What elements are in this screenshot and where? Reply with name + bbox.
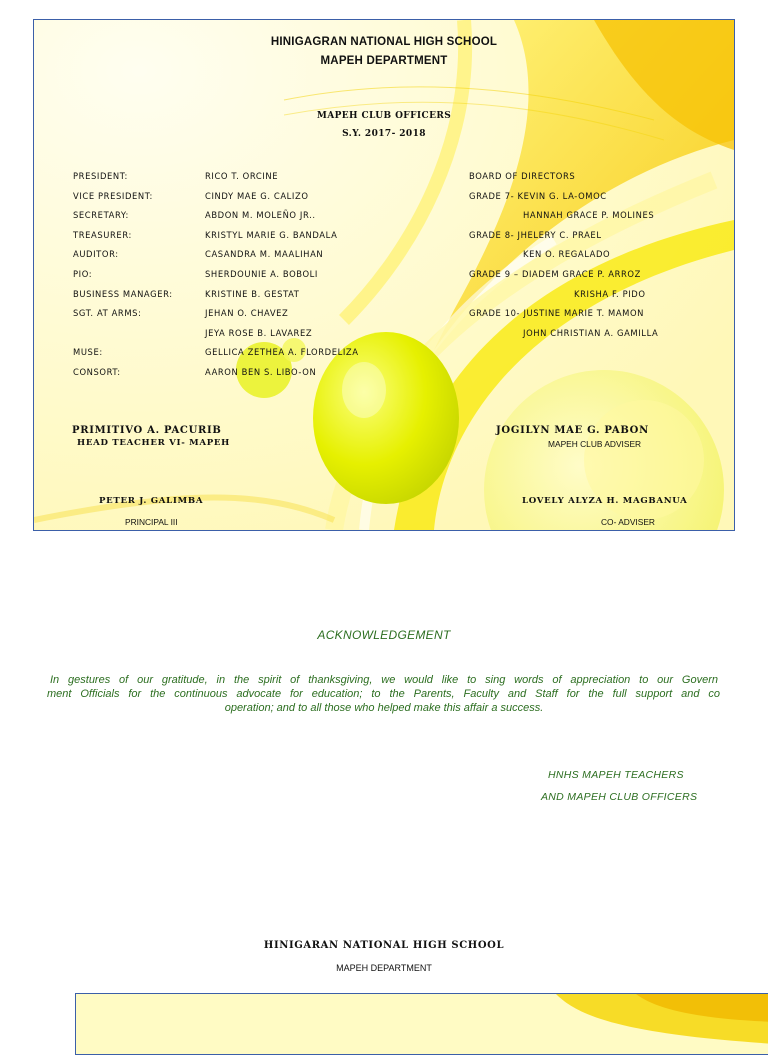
officer-role: SECRETARY: — [73, 210, 129, 220]
officer-name: JEYA ROSE B. LAVAREZ — [205, 328, 313, 338]
club-title: MAPEH CLUB OFFICERS — [316, 111, 452, 121]
officer-name: GELLICA ZETHEA A. FLORDELIZA — [205, 347, 359, 357]
next-page-school-name: HINIGARAN NATIONAL HIGH SCHOOL — [263, 940, 505, 951]
officer-role: PRESIDENT: — [73, 171, 128, 181]
board-entry: GRADE 7- KEVIN G. LA-OMOC — [469, 191, 607, 201]
acknowledgement-line: In gestures of our gratitude, in the spirit of thanksgiving, we would like to sing words of appreciation to our Govern — [50, 674, 718, 686]
adviser-title: MAPEH CLUB ADVISER — [548, 439, 642, 449]
acknowledgement-line: operation; and to all those who helped make this affair a success. — [224, 702, 544, 714]
acknowledgement-signed-line2: AND MAPEH CLUB OFFICERS — [541, 791, 698, 803]
next-card-background-art — [76, 994, 768, 1054]
officer-role: PIO: — [73, 269, 93, 279]
department-name: MAPEH DEPARTMENT — [320, 55, 448, 67]
officer-role: TREASURER: — [73, 230, 132, 240]
head-teacher-title: HEAD TEACHER VI- MAPEH — [77, 438, 230, 448]
officer-name: CASANDRA M. MAALIHAN — [205, 249, 324, 259]
officer-name: ABDON M. MOLEÑO JR.. — [205, 210, 316, 220]
co-adviser-title: CO- ADVISER — [601, 517, 655, 527]
officer-role: SGT. AT ARMS: — [73, 308, 142, 318]
officer-name: SHERDOUNIE A. BOBOLI — [205, 269, 319, 279]
board-entry: GRADE 9 – DIADEM GRACE P. ARROZ — [469, 269, 641, 279]
acknowledgement-title: ACKNOWLEDGEMENT — [317, 628, 451, 642]
officer-name: RICO T. ORCINE — [205, 171, 279, 181]
next-page-department: MAPEH DEPARTMENT — [336, 963, 432, 973]
board-entry: JOHN CHRISTIAN A. GAMILLA — [523, 328, 659, 338]
board-entry: KEN O. REGALADO — [523, 249, 611, 259]
officer-role: BUSINESS MANAGER: — [73, 289, 173, 299]
officer-name: AARON BEN S. LIBO-ON — [205, 367, 317, 377]
officer-name: KRISTINE B. GESTAT — [205, 289, 300, 299]
board-entry: HANNAH GRACE P. MOLINES — [523, 210, 655, 220]
co-adviser-name: LOVELY ALYZA H. MAGBANUA — [522, 496, 688, 506]
next-page-card — [75, 993, 768, 1055]
officer-name: JEHAN O. CHAVEZ — [205, 308, 289, 318]
principal-name: PETER J. GALIMBA — [99, 496, 204, 506]
acknowledgement-line: ment Officials for the continuous advocate for education; to the Parents, Faculty and Staff for the full support and co — [47, 688, 720, 700]
board-heading: BOARD OF DIRECTORS — [469, 171, 576, 181]
officer-role: MUSE: — [73, 347, 103, 357]
officer-name: KRISTYL MARIE G. BANDALA — [205, 230, 338, 240]
program-card — [33, 19, 735, 531]
acknowledgement-signed-line1: HNHS MAPEH TEACHERS — [548, 769, 684, 781]
officer-role: CONSORT: — [73, 367, 121, 377]
head-teacher-name: PRIMITIVO A. PACURIB — [72, 425, 222, 436]
officer-name: CINDY MAE G. CALIZO — [205, 191, 309, 201]
school-year: S.Y. 2017- 2018 — [342, 129, 426, 139]
board-entry: GRADE 8- JHELERY C. PRAEL — [469, 230, 602, 240]
officer-role: AUDITOR: — [73, 249, 119, 259]
board-entry: KRISHA F. PIDO — [574, 289, 646, 299]
adviser-name: JOGILYN MAE G. PABON — [496, 425, 649, 436]
school-name: HINIGAGRAN NATIONAL HIGH SCHOOL — [270, 36, 498, 48]
board-entry: GRADE 10- JUSTINE MARIE T. MAMON — [469, 308, 645, 318]
principal-title: PRINCIPAL III — [125, 517, 178, 527]
officer-role: VICE PRESIDENT: — [73, 191, 153, 201]
